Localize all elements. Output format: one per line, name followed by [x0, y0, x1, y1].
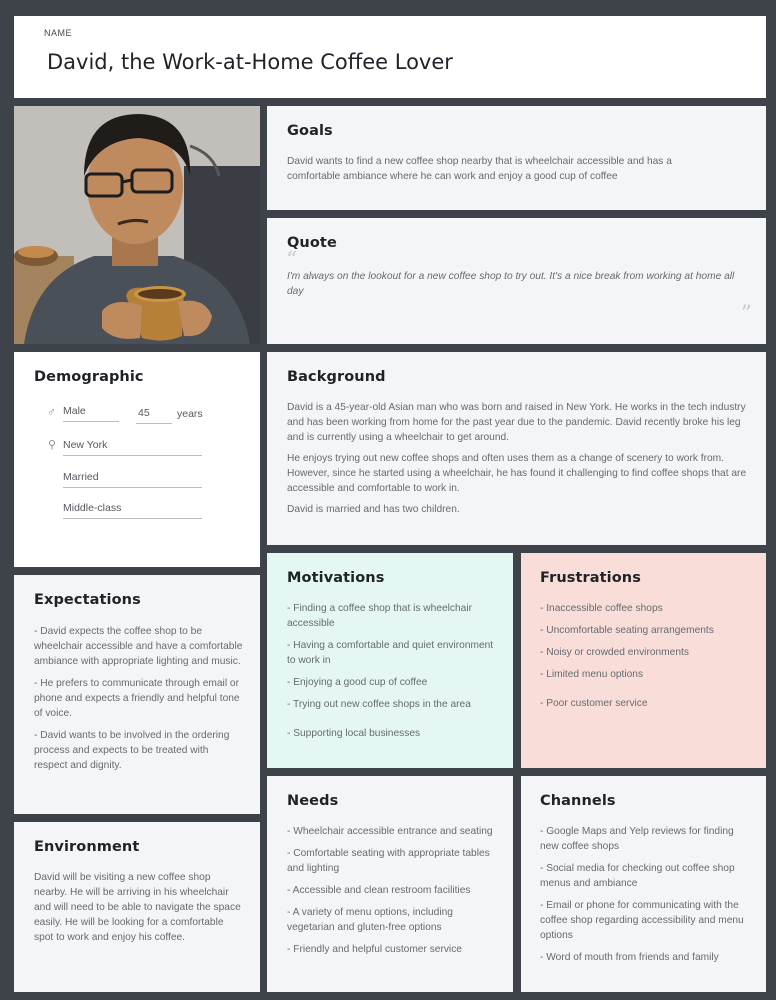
list-item: - Social media for checking out coffee shop menus and ambiance — [540, 863, 735, 889]
motivations-panel — [267, 553, 513, 768]
background-panel — [267, 352, 766, 545]
background-paragraph: He enjoys trying out new coffee shops and often uses them as a change of scenery to work from. However, since he started using a wheelchair, he has found it challenging to find coffee shops that are accessible and comfortable to work in. — [287, 453, 747, 494]
open-quote-icon: “ — [286, 248, 298, 273]
expectations-panel — [14, 575, 260, 814]
channels-heading: Channels — [540, 793, 616, 809]
list-item: - Word of mouth from friends and family — [540, 952, 719, 963]
list-item: - Supporting local businesses — [287, 728, 421, 739]
frustrations-panel — [521, 553, 766, 768]
list-item: - Uncomfortable seating arrangements — [540, 625, 714, 636]
demographic-panel — [14, 352, 260, 567]
gender-field: Male — [63, 405, 119, 422]
demographic-heading: Demographic — [34, 369, 144, 385]
background-heading: Background — [287, 369, 386, 385]
list-item: - A variety of menu options, including vegetarian and gluten-free options — [287, 907, 453, 933]
age-field: 45 — [136, 407, 172, 424]
male-icon: ♂ — [47, 405, 56, 419]
quote-heading: Quote — [287, 235, 337, 251]
motivations-list — [287, 601, 502, 748]
persona-header — [14, 16, 766, 98]
environment-panel — [14, 822, 260, 992]
motivations-heading: Motivations — [287, 570, 385, 586]
list-item: - Inaccessible coffee shops — [540, 603, 663, 614]
list-item: - Wheelchair accessible entrance and seating — [287, 826, 493, 837]
age-unit-label: years — [177, 408, 203, 420]
needs-heading: Needs — [287, 793, 339, 809]
list-item: - Poor customer service — [540, 698, 648, 709]
expectations-heading: Expectations — [34, 592, 141, 608]
list-item: - Noisy or crowded environments — [540, 647, 689, 658]
list-item: - David wants to be involved in the ordering process and expects to be treated with respect and dignity. — [34, 730, 230, 771]
list-item: - Email or phone for communicating with the coffee shop regarding accessibility and menu options — [540, 900, 744, 941]
goals-heading: Goals — [287, 123, 333, 139]
list-item: - Finding a coffee shop that is wheelchair accessible — [287, 603, 472, 629]
close-quote-icon: ” — [740, 302, 752, 327]
list-item: - Having a comfortable and quiet environment to work in — [287, 640, 494, 666]
list-item: - Enjoying a good cup of coffee — [287, 677, 428, 688]
background-text — [287, 400, 749, 523]
location-field: New York — [63, 439, 202, 456]
needs-panel — [267, 776, 513, 992]
persona-title: David, the Work-at-Home Coffee Lover — [47, 50, 453, 74]
expectations-list — [34, 624, 244, 780]
class-field: Middle-class — [63, 502, 202, 519]
goals-panel — [267, 106, 766, 210]
list-item: - Comfortable seating with appropriate tables and lighting — [287, 848, 490, 874]
channels-panel — [521, 776, 766, 992]
frustrations-list — [540, 601, 755, 718]
frustrations-heading: Frustrations — [540, 570, 641, 586]
list-item: - Trying out new coffee shops in the area — [287, 699, 471, 710]
location-pin-icon: ⚲ — [48, 439, 57, 451]
environment-heading: Environment — [34, 839, 140, 855]
list-item: - Google Maps and Yelp reviews for finding new coffee shops — [540, 826, 734, 852]
marital-status-field: Married — [63, 471, 202, 488]
persona-photo — [14, 106, 260, 344]
portrait-image — [14, 106, 260, 344]
quote-panel — [267, 218, 766, 344]
background-paragraph: David is married and has two children. — [287, 504, 460, 515]
background-paragraph: David is a 45-year-old Asian man who was born and raised in New York. He works in the tech industry and has been working from home for the past year due to the pandemic. David recently broke his leg and is currently using a wheelchair to get around. — [287, 402, 746, 443]
needs-list — [287, 824, 497, 964]
quote-text: I'm always on the lookout for a new coffee shop to try out. It's a nice break from working at home all day — [287, 271, 735, 297]
list-item: - Accessible and clean restroom facilities — [287, 885, 471, 896]
channels-list — [540, 824, 755, 972]
list-item: - Friendly and helpful customer service — [287, 944, 462, 955]
list-item: - He prefers to communicate through email or phone and expects a friendly and helpful tone of voice. — [34, 678, 240, 719]
list-item: - David expects the coffee shop to be wheelchair accessible and have a comfortable ambiance with appropriate lighting and music. — [34, 626, 243, 667]
name-label: NAME — [44, 28, 73, 38]
goals-text: David wants to find a new coffee shop nearby that is wheelchair accessible and has a comfortable ambiance where he can work and enjoy a good cup of coffee — [287, 156, 672, 182]
list-item: - Limited menu options — [540, 669, 644, 680]
environment-text: David will be visiting a new coffee shop nearby. He will be arriving in his wheelchair and will need to be able to navigate the space easily. He will be looking for a comfortable spot to work and enjoy his coffee. — [34, 872, 241, 943]
